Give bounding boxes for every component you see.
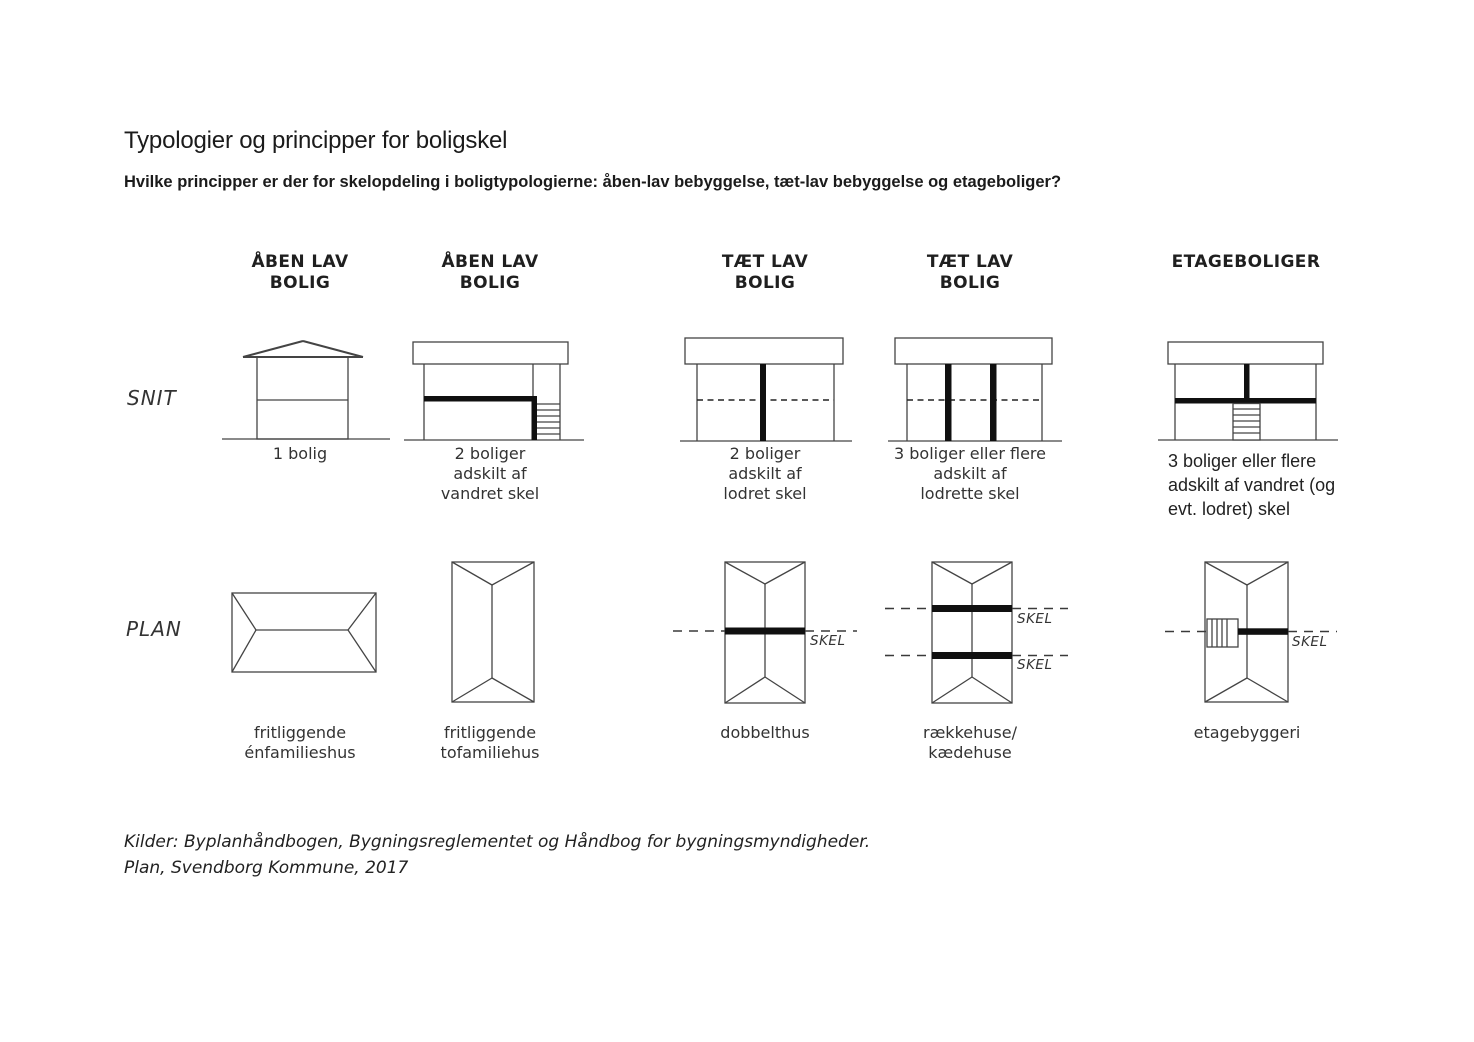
caption-line: 2 boliger [454,444,526,463]
caption-line: adskilt af [728,464,802,483]
plan-caption-2 [390,723,590,763]
flat-roof-slab [413,342,568,364]
plan-diagram-etagebyggeri [1155,560,1347,704]
caption-line: dobbelthus [720,723,810,742]
skel-bar-vertical-1 [945,364,952,441]
flat-roof-slab [895,338,1052,364]
skel-label-raekkehuse-2: SKEL [1017,657,1053,673]
caption-line: 3 boliger eller flere [894,444,1046,463]
page-title: Typologier og principper for boligskel [124,127,508,154]
caption-line: énfamilieshus [244,743,356,762]
plan-diagram-dobbelthus [668,560,860,704]
skel-bar-vertical [1244,364,1250,400]
column-header-line: BOLIG [939,273,1001,293]
caption-line: adskilt af [933,464,1007,483]
skel-bar [725,628,805,635]
caption-line: fritliggende [443,723,537,742]
stair-icon [1233,404,1260,441]
caption-line: evt. lodret) skel [1168,499,1291,519]
row-label-plan: PLAN [126,617,182,641]
skel-bar-horizontal [424,396,537,402]
column-header-aaben-lav-2 [390,252,590,294]
skel-bar-vertical [532,398,538,440]
flat-roof-slab [685,338,843,364]
source-line-1: Kilder: Byplanhåndbogen, Bygningsreglementet og Håndbog for bygningsmyndigheder. [124,832,871,852]
flat-roof-slab [1168,342,1323,364]
caption-line: vandret skel [440,484,540,503]
stair-icon [537,404,560,434]
building-body [257,357,348,439]
caption-line: etagebyggeri [1193,723,1301,742]
column-header-line: BOLIG [459,273,521,293]
pitched-roof [243,341,363,357]
caption-line: fritliggende [253,723,347,742]
source-line-2: Plan, Svendborg Kommune, 2017 [124,858,409,878]
snit-caption-2 [390,444,590,504]
column-header-line: TÆT LAV [721,252,809,272]
plan-diagram-raekkehuse [878,560,1074,704]
plan-caption-3 [665,723,865,743]
snit-diagram-lodrette-skel [886,334,1062,442]
plan-diagram-enfamilieshus [230,590,378,674]
caption-line: adskilt af [453,464,527,483]
row-label-snit: SNIT [127,386,177,410]
caption-line: adskilt af vandret (og [1168,475,1336,495]
snit-caption-4 [870,444,1070,504]
roof-outline [232,593,376,672]
plan-caption-5 [1147,723,1347,743]
caption-line: 2 boliger [729,444,801,463]
plan-caption-1 [200,723,400,763]
skel-bar-2 [932,652,1012,659]
snit-caption-3 [665,444,865,504]
page-subtitle: Hvilke principper er der for skelopdeling i boligtypologierne: åben-lav bebyggelse, tæt-lav bebyggelse og etageboliger? [124,173,1062,191]
column-header-line: ETAGEBOLIGER [1171,252,1321,272]
column-header-taet-lav-2 [870,252,1070,294]
caption-line: kædehuse [928,743,1012,762]
caption-line: rækkehuse/ [923,723,1017,742]
hip-lines [452,562,534,702]
caption-line: lodret skel [723,484,807,503]
skel-label-dobbelthus: SKEL [810,633,846,649]
skel-bar-vertical-2 [990,364,997,441]
snit-diagram-lodret-skel [680,334,852,442]
plan-caption-4 [870,723,1070,763]
skel-label-raekkehuse-1: SKEL [1017,611,1053,627]
snit-diagram-enfamiliehus [222,334,390,442]
column-header-aaben-lav-1 [200,252,400,294]
hip-lines [232,593,376,672]
plan-diagram-tofamiliehus [450,560,536,704]
caption-line: tofamiliehus [440,743,540,762]
stair-icon [1207,619,1238,647]
snit-diagram-etageboliger [1156,334,1340,442]
skel-bar [1238,628,1288,635]
column-header-line: BOLIG [269,273,331,293]
skel-bar-horizontal [1175,398,1316,404]
column-header-taet-lav-1 [665,252,865,294]
column-header-line: ÅBEN LAV [441,252,539,272]
skel-bar-1 [932,605,1012,612]
column-header-line: BOLIG [734,273,796,293]
column-header-etageboliger [1146,252,1346,273]
caption-line: 3 boliger eller flere [1168,451,1317,471]
caption-line: lodrette skel [920,484,1020,503]
column-header-line: TÆT LAV [926,252,1014,272]
roof-outline [452,562,534,702]
caption-line: 1 bolig [272,444,328,463]
skel-bar-vertical [760,364,766,441]
column-header-line: ÅBEN LAV [251,252,349,272]
snit-caption-1 [200,444,400,464]
skel-label-etagebyggeri: SKEL [1292,634,1328,650]
snit-diagram-vandret-skel [404,334,584,442]
snit-caption-5 [1168,449,1368,521]
